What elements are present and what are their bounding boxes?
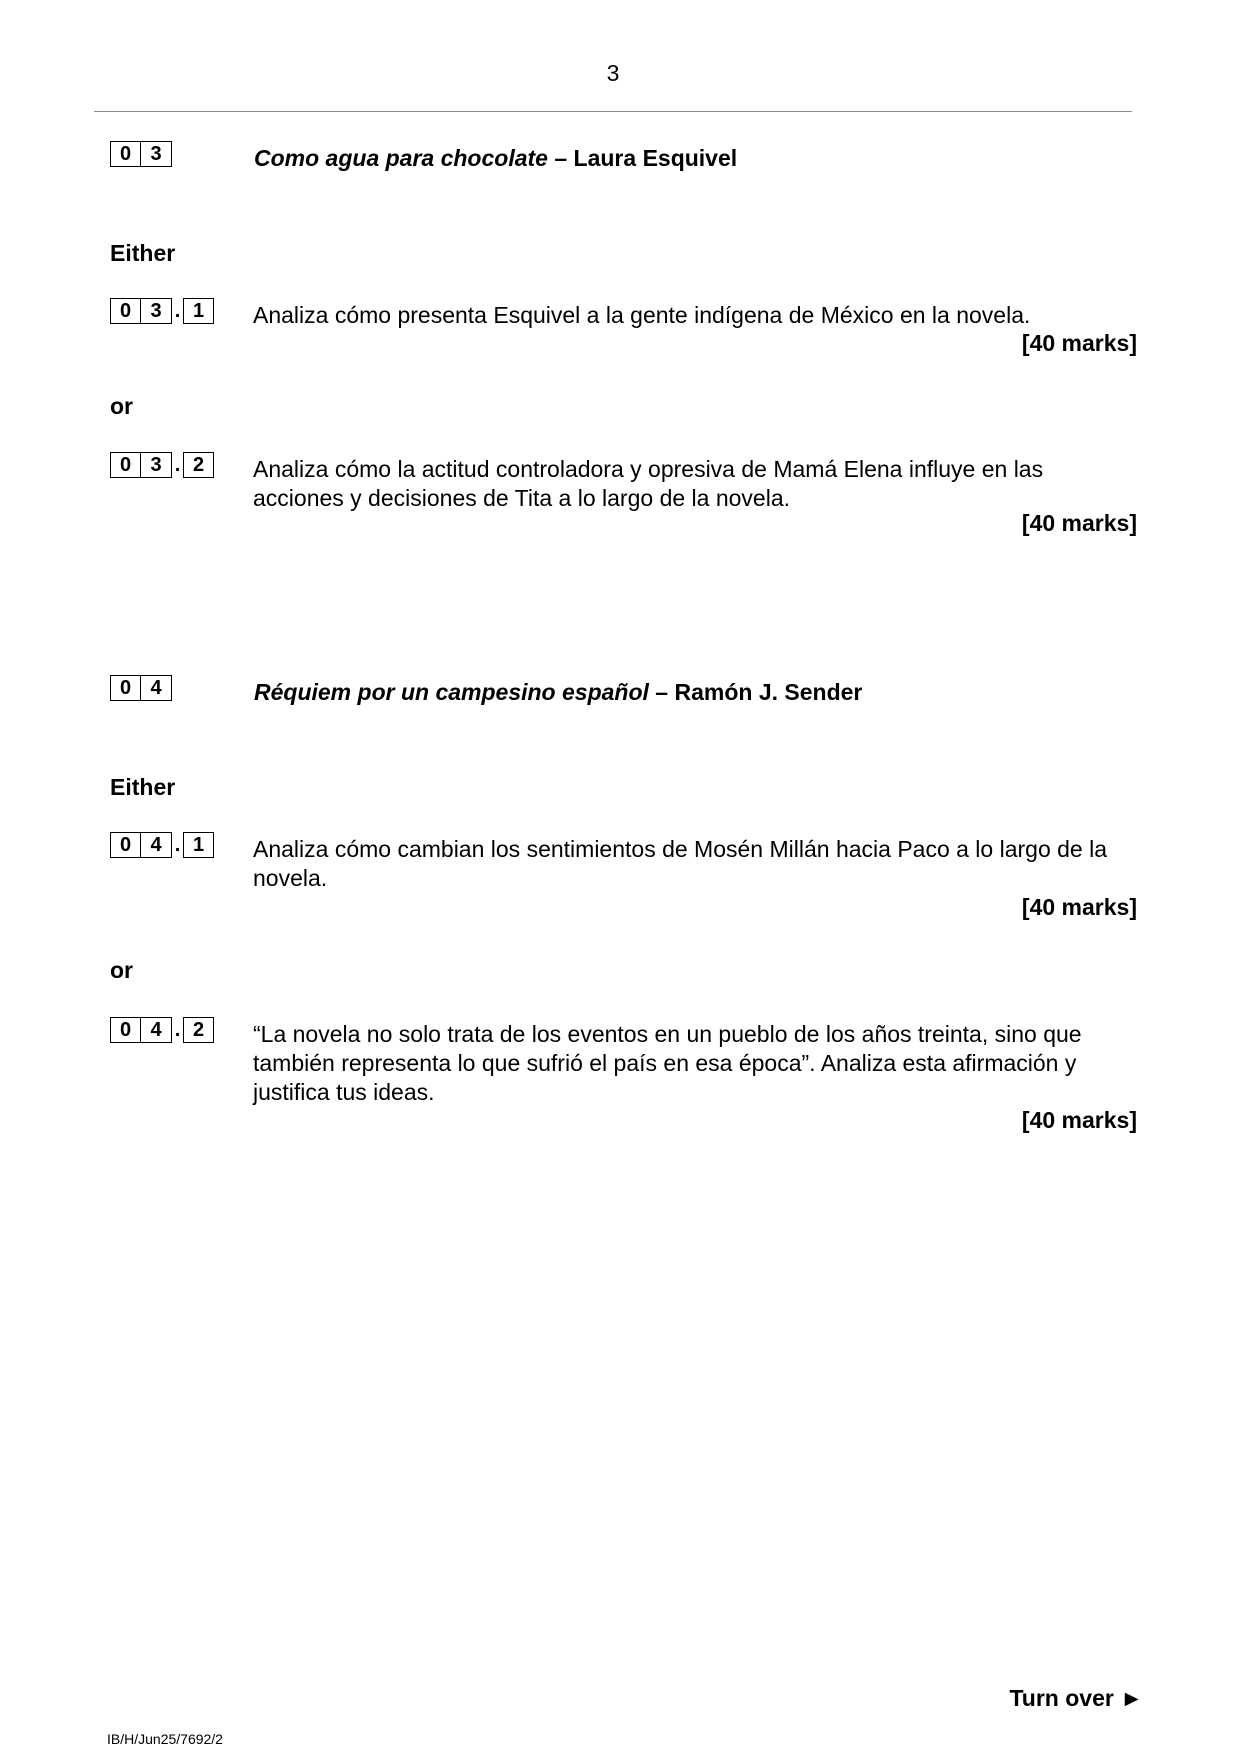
question-text: Analiza cómo cambian los sentimientos de Mosén Millán hacia Paco a lo largo de la novela.: [253, 836, 1108, 891]
or-label: or: [110, 393, 133, 419]
book-title: Réquiem por un campesino español: [254, 679, 649, 705]
digit-box: 3: [141, 298, 172, 324]
either-label: Either: [110, 240, 176, 266]
footer-code: IB/H/Jun25/7692/2: [107, 1731, 223, 1747]
decimal-dot: .: [174, 1019, 181, 1041]
marks-label: [40 marks]: [1021, 330, 1137, 356]
digit-box: 0: [110, 832, 141, 858]
marks-label: [40 marks]: [1021, 894, 1137, 920]
question-text: Analiza cómo la actitud controladora y opresiva de Mamá Elena influye en las acciones y decisiones de Tita a lo largo de la novela.: [253, 456, 1044, 511]
header-divider: [94, 111, 1132, 112]
digit-box: 3: [141, 452, 172, 478]
digit-box: 0: [110, 1017, 141, 1043]
question-number-box: [110, 832, 214, 858]
marks-label: [40 marks]: [1021, 1107, 1137, 1133]
digit-box: 0: [110, 452, 141, 478]
or-label: or: [110, 957, 133, 983]
page-number: 3: [606, 60, 620, 86]
digit-box: 2: [183, 452, 214, 478]
digit-box: 0: [110, 298, 141, 324]
decimal-dot: .: [174, 300, 181, 322]
digit-box: 4: [141, 675, 172, 701]
section-title: [254, 145, 737, 172]
question-number-box: [110, 452, 214, 478]
either-label: Either: [110, 774, 176, 800]
digit-box: 0: [110, 141, 141, 167]
section-title: [254, 679, 862, 706]
author: – Ramón J. Sender: [648, 679, 863, 705]
digit-box: 4: [141, 1017, 172, 1043]
digit-box: 4: [141, 832, 172, 858]
digit-box: 1: [183, 832, 214, 858]
digit-box: 1: [183, 298, 214, 324]
book-title: Como agua para chocolate: [254, 145, 548, 171]
question-number-box: [110, 1017, 214, 1043]
question-text: “La novela no solo trata de los eventos en un pueblo de los años treinta, sino que también representa lo que sufrió el país en esa época”. Analiza esta afirmación y justifica tus ideas.: [253, 1021, 1082, 1105]
digit-box: 2: [183, 1017, 214, 1043]
turn-over-label: Turn over ►: [1009, 1685, 1143, 1711]
decimal-dot: .: [174, 454, 181, 476]
author: – Laura Esquivel: [547, 145, 738, 171]
question-number-box: [110, 298, 214, 324]
digit-box: 3: [141, 141, 172, 167]
question-text: Analiza cómo presenta Esquivel a la gente indígena de México en la novela.: [253, 302, 1031, 328]
marks-label: [40 marks]: [1021, 510, 1137, 536]
section-number-box: [110, 141, 172, 167]
digit-box: 0: [110, 675, 141, 701]
section-number-box: [110, 675, 172, 701]
decimal-dot: .: [174, 834, 181, 856]
